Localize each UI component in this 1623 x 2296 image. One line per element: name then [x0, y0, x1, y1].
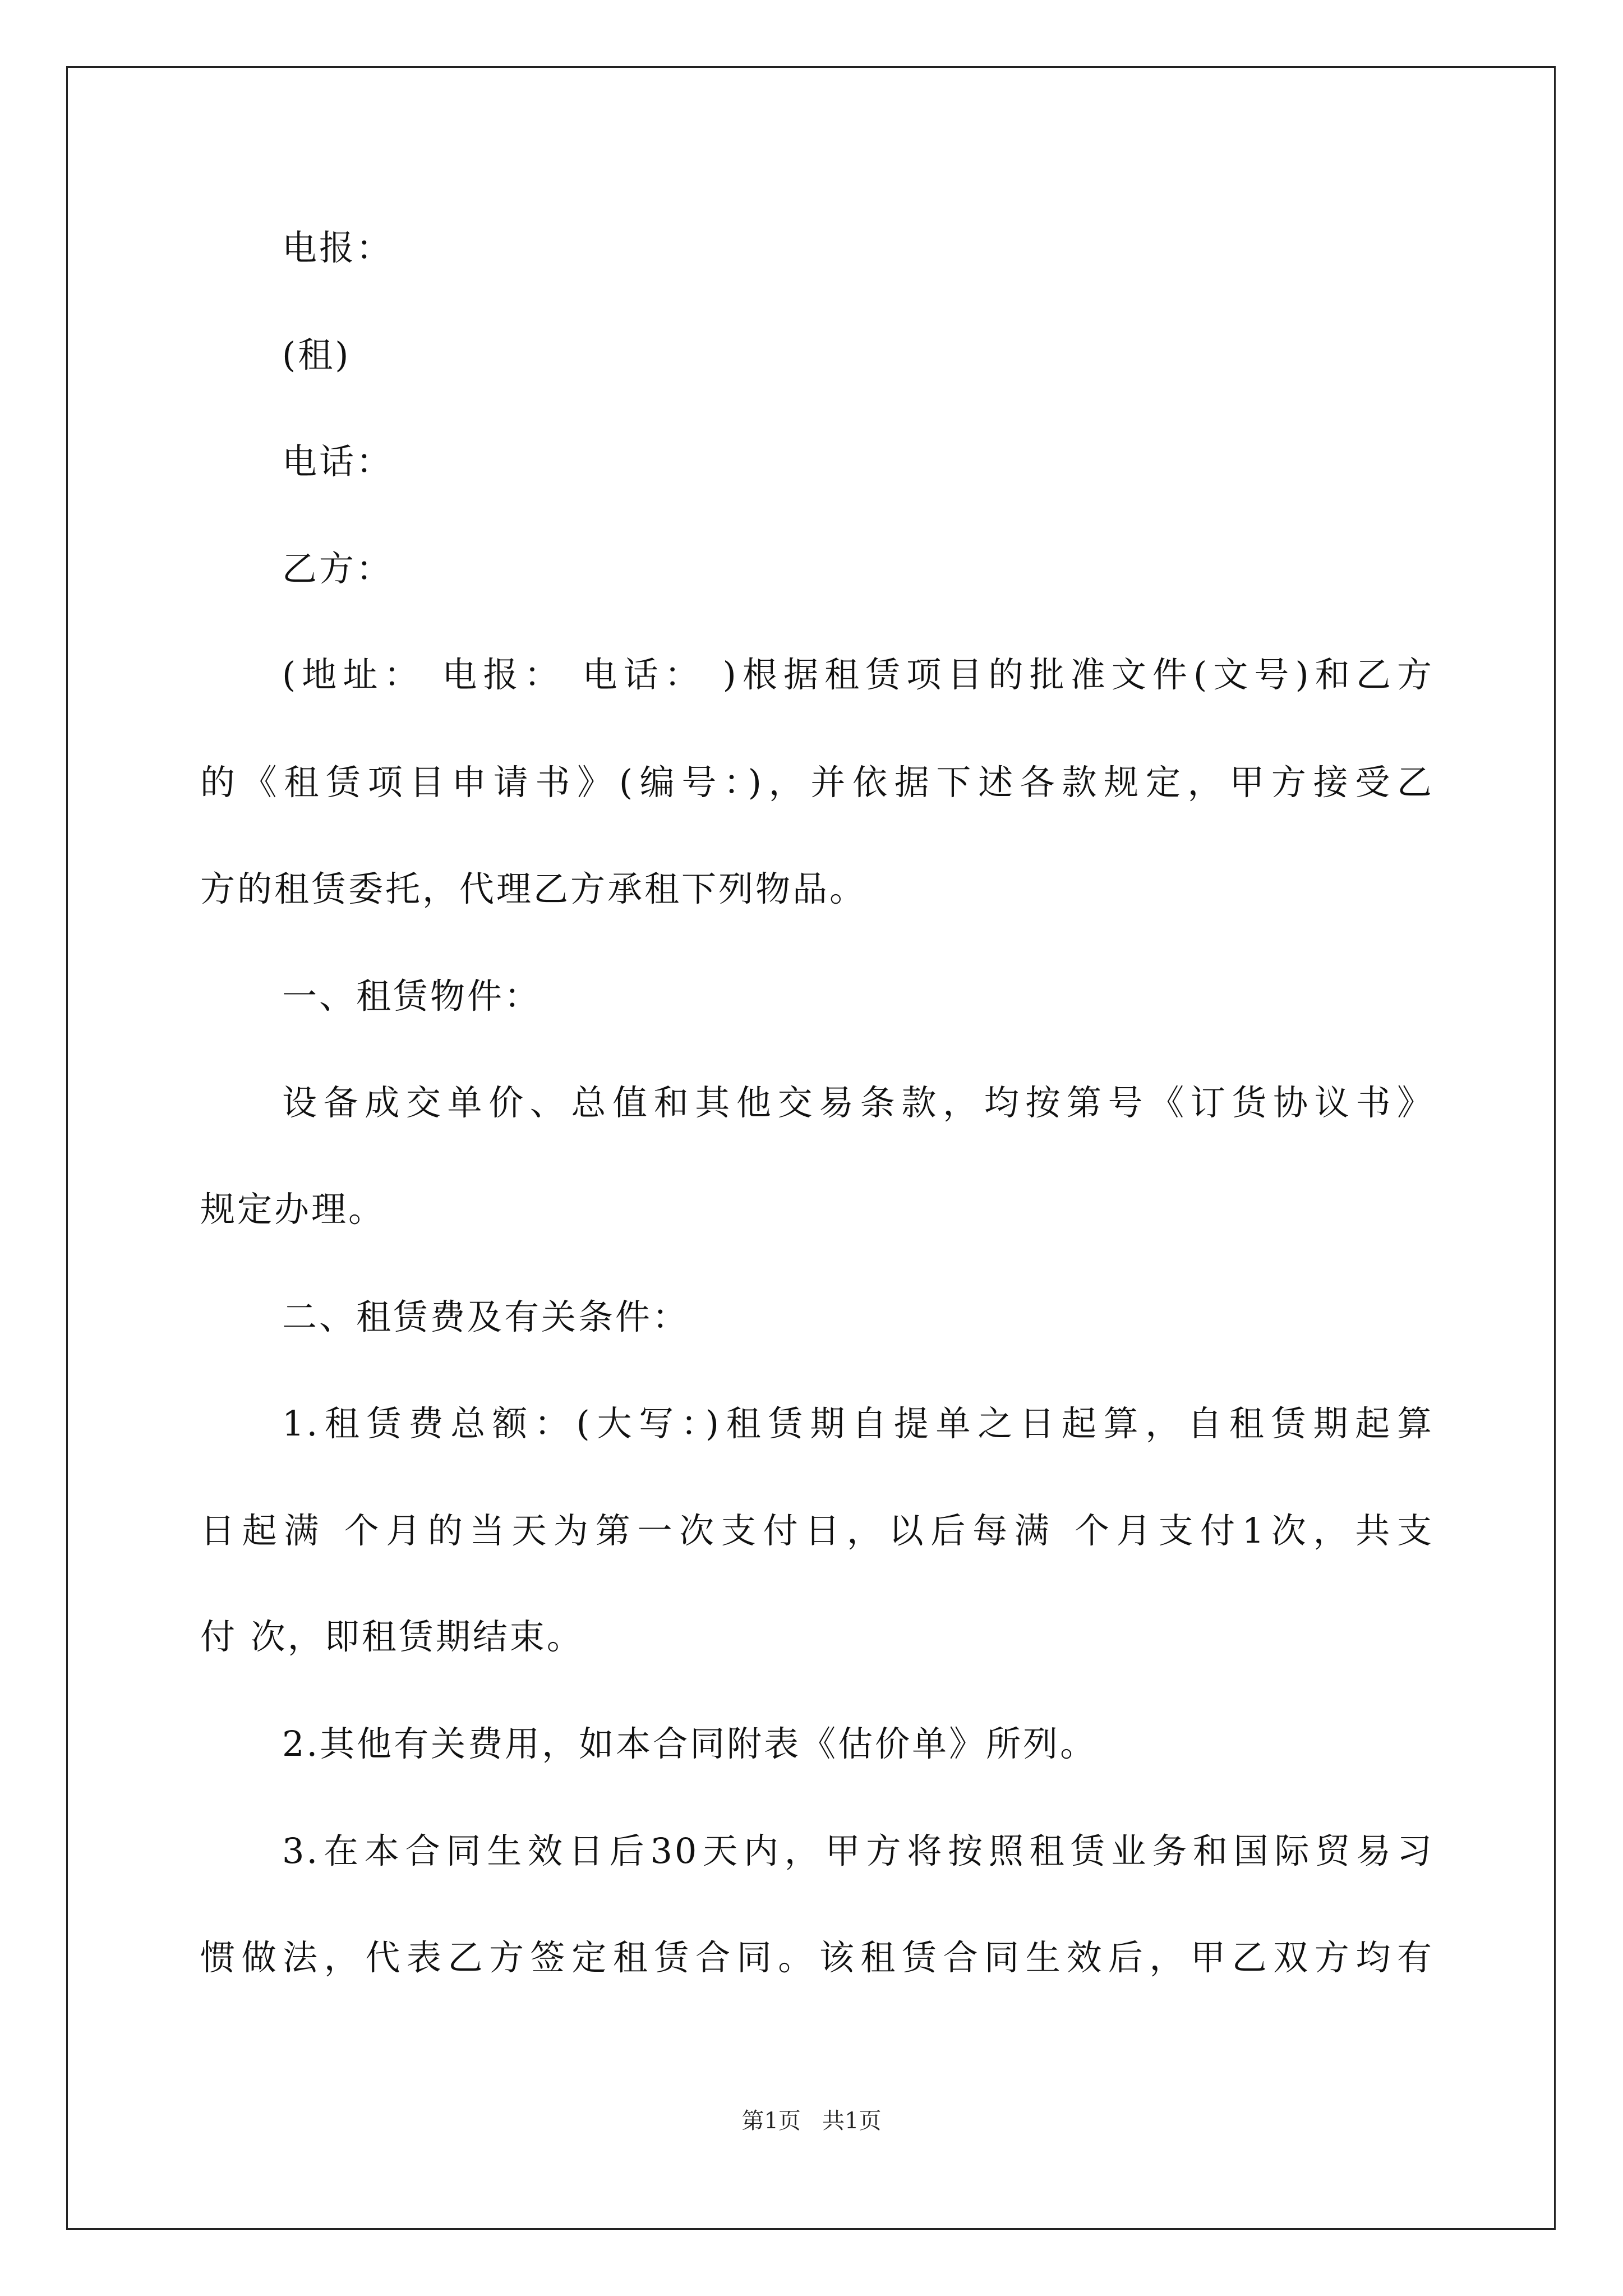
document-line: 电报：	[282, 227, 394, 268]
document-line: 的《租赁项目申请书》(编号：)，并依据下述各款规定，甲方接受乙	[200, 762, 1434, 803]
document-line: 电话：	[282, 441, 394, 482]
document-line: 规定办理。	[200, 1189, 386, 1230]
document-line: 一、租赁物件：	[282, 976, 542, 1016]
document-line: 方的租赁委托，代理乙方承租下列物品。	[200, 868, 867, 909]
document-line: 乙方：	[282, 548, 394, 589]
document-line: 设备成交单价、总值和其他交易条款，均按第号《订货协议书》	[282, 1082, 1434, 1123]
document-line: (租)	[282, 334, 351, 375]
document-line: 惯做法，代表乙方签定租赁合同。该租赁合同生效后，甲乙双方均有	[200, 1937, 1434, 1978]
document-line: 3.在本合同生效日后30天内，甲方将按照租赁业务和国际贸易习	[282, 1830, 1434, 1871]
document-line: 付 次，即租赁期结束。	[200, 1616, 584, 1657]
page-border	[66, 66, 1556, 2230]
document-line: 二、租赁费及有关条件：	[282, 1296, 690, 1337]
document-line: (地址： 电报： 电话： )根据租赁项目的批准文件(文号)和乙方	[282, 654, 1434, 695]
document-line: 日起满 个月的当天为第一次支付日，以后每满 个月支付1次，共支	[200, 1510, 1434, 1551]
page-footer: 第1页 共1页	[741, 2108, 882, 2134]
document-line: 2.其他有关费用，如本合同附表《估价单》所列。	[282, 1723, 1098, 1764]
document-line: 1.租赁费总额：(大写：)租赁期自提单之日起算，自租赁期起算	[282, 1403, 1434, 1444]
